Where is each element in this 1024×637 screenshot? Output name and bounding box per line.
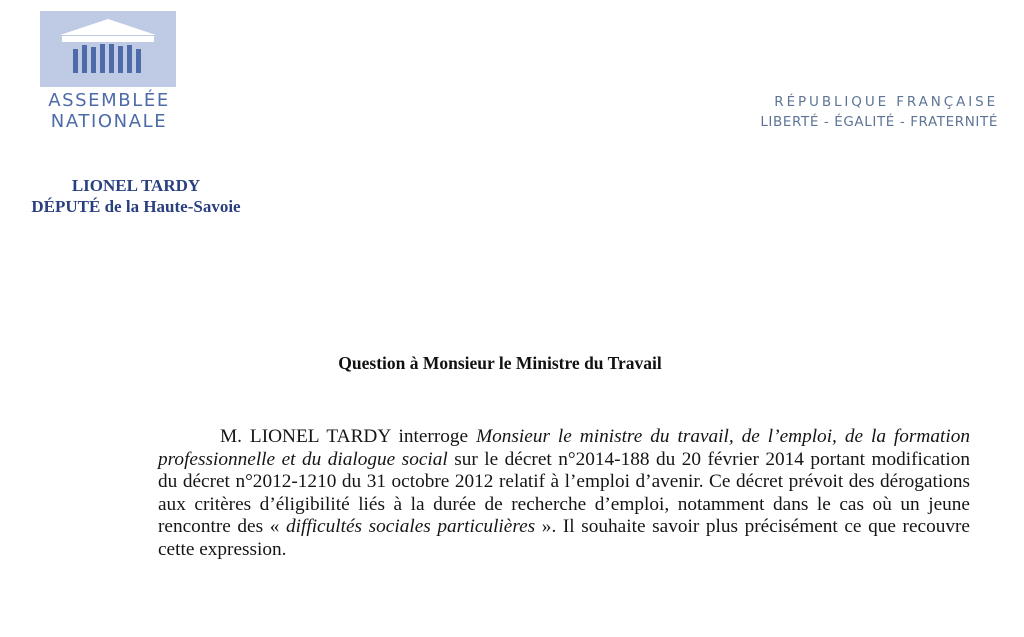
assemblee-nationale-logo	[38, 11, 180, 136]
assemblee-nationale-logo-icon	[40, 11, 176, 87]
question-title: Question à Monsieur le Ministre du Travail	[338, 353, 662, 373]
question-text-part1: M. LIONEL TARDY interroge	[220, 426, 477, 447]
deputy-title: DÉPUTÉ de la Haute-Savoie	[31, 197, 241, 216]
logo-text	[38, 90, 180, 132]
logo-text-line1: ASSEMBLÉE	[48, 90, 170, 111]
quoted-expression-italic: difficultés sociales particulières	[285, 516, 536, 538]
logo-text-line2: NATIONALE	[50, 111, 168, 132]
republique-francaise-header	[760, 92, 998, 132]
question-text-part3: sur le décret n°2014-188 du 20 février 2014 portant modification du décret n°2012-1210 du 31 octobre 2012 relatif à l’emploi d’avenir. Ce décret prévoit des dérogations aux critères d’éligibilité liés à la durée de recherche d’emploi, notamment dans le cas où un jeune rencontre des «	[158, 448, 971, 538]
question-body	[158, 426, 970, 562]
deputy-block	[0, 175, 272, 217]
republique-title: RÉPUBLIQUE FRANÇAISE	[774, 94, 998, 110]
minister-title-italic: Monsieur le ministre du travail, de l’emploi, de la formation professionnelle et du dialogue social	[158, 426, 970, 470]
republique-motto: LIBERTÉ - ÉGALITÉ - FRATERNITÉ	[760, 114, 998, 130]
deputy-name: LIONEL TARDY	[71, 176, 201, 195]
question-paragraph	[158, 426, 970, 562]
question-text-part5: ». Il souhaite savoir plus précisément ce que recouvre cette expression.	[158, 516, 970, 560]
